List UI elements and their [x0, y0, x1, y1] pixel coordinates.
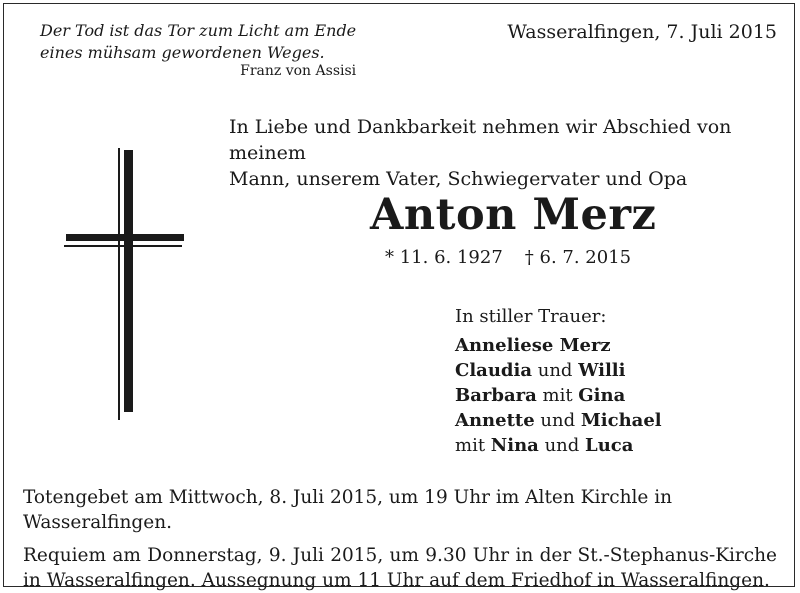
mourner-row	[455, 433, 662, 458]
requiem-info: Requiem am Donnerstag, 9. Juli 2015, um 9.30 Uhr in der St.-Stephanus-Kirche in Wasseralfingen. Aussegnung um 11 Uhr auf dem Friedhof in Wasseralfingen.	[23, 545, 777, 591]
life-dates	[385, 246, 631, 270]
mourner-name: Luca	[585, 435, 634, 456]
mourner-conjunction: mit	[455, 435, 486, 456]
prayer-info: Totengebet am Mittwoch, 8. Juli 2015, um 19 Uhr im Alten Kirchle in Wasseralfingen.	[23, 487, 673, 533]
mourner-conjunction: und	[544, 435, 580, 456]
deceased-name: Anton Merz	[370, 190, 657, 240]
service-info	[23, 485, 777, 593]
quote-block	[40, 20, 356, 80]
mourner-name: Michael	[580, 410, 662, 431]
mourner-row	[455, 383, 662, 408]
mourner-row	[455, 358, 662, 383]
mourner-conjunction: und	[540, 410, 576, 431]
intro-line: Mann, unserem Vater, Schwiegervater und Opa	[229, 168, 688, 190]
intro-text	[229, 114, 800, 192]
mourner-name: Barbara	[455, 385, 537, 406]
quote-line: Der Tod ist das Tor zum Licht am Ende	[40, 21, 357, 40]
mourner-name: Willi	[578, 360, 626, 381]
mourner-name: Anneliese Merz	[455, 335, 611, 356]
mourner-name: Gina	[578, 385, 626, 406]
quote-line: eines mühsam gewordenen Weges.	[40, 43, 325, 62]
mourner-row	[455, 333, 662, 358]
mourner-name: Nina	[490, 435, 539, 456]
mourner-name: Claudia	[455, 360, 533, 381]
mourner-name: Annette	[455, 410, 535, 431]
place-date: Wasseralfingen, 7. Juli 2015	[507, 21, 777, 43]
death-date: † 6. 7. 2015	[524, 247, 632, 268]
mourner-conjunction: mit	[542, 385, 573, 406]
mourners-block	[455, 304, 662, 458]
quote-author: Franz von Assisi	[240, 63, 357, 79]
cross-icon	[62, 148, 186, 420]
birth-date: * 11. 6. 1927	[385, 247, 503, 268]
mourner-row	[455, 408, 662, 433]
mourners-label: In stiller Trauer:	[455, 306, 607, 327]
mourner-conjunction: und	[537, 360, 573, 381]
intro-line: In Liebe und Dankbarkeit nehmen wir Abschied von meinem	[229, 116, 732, 164]
